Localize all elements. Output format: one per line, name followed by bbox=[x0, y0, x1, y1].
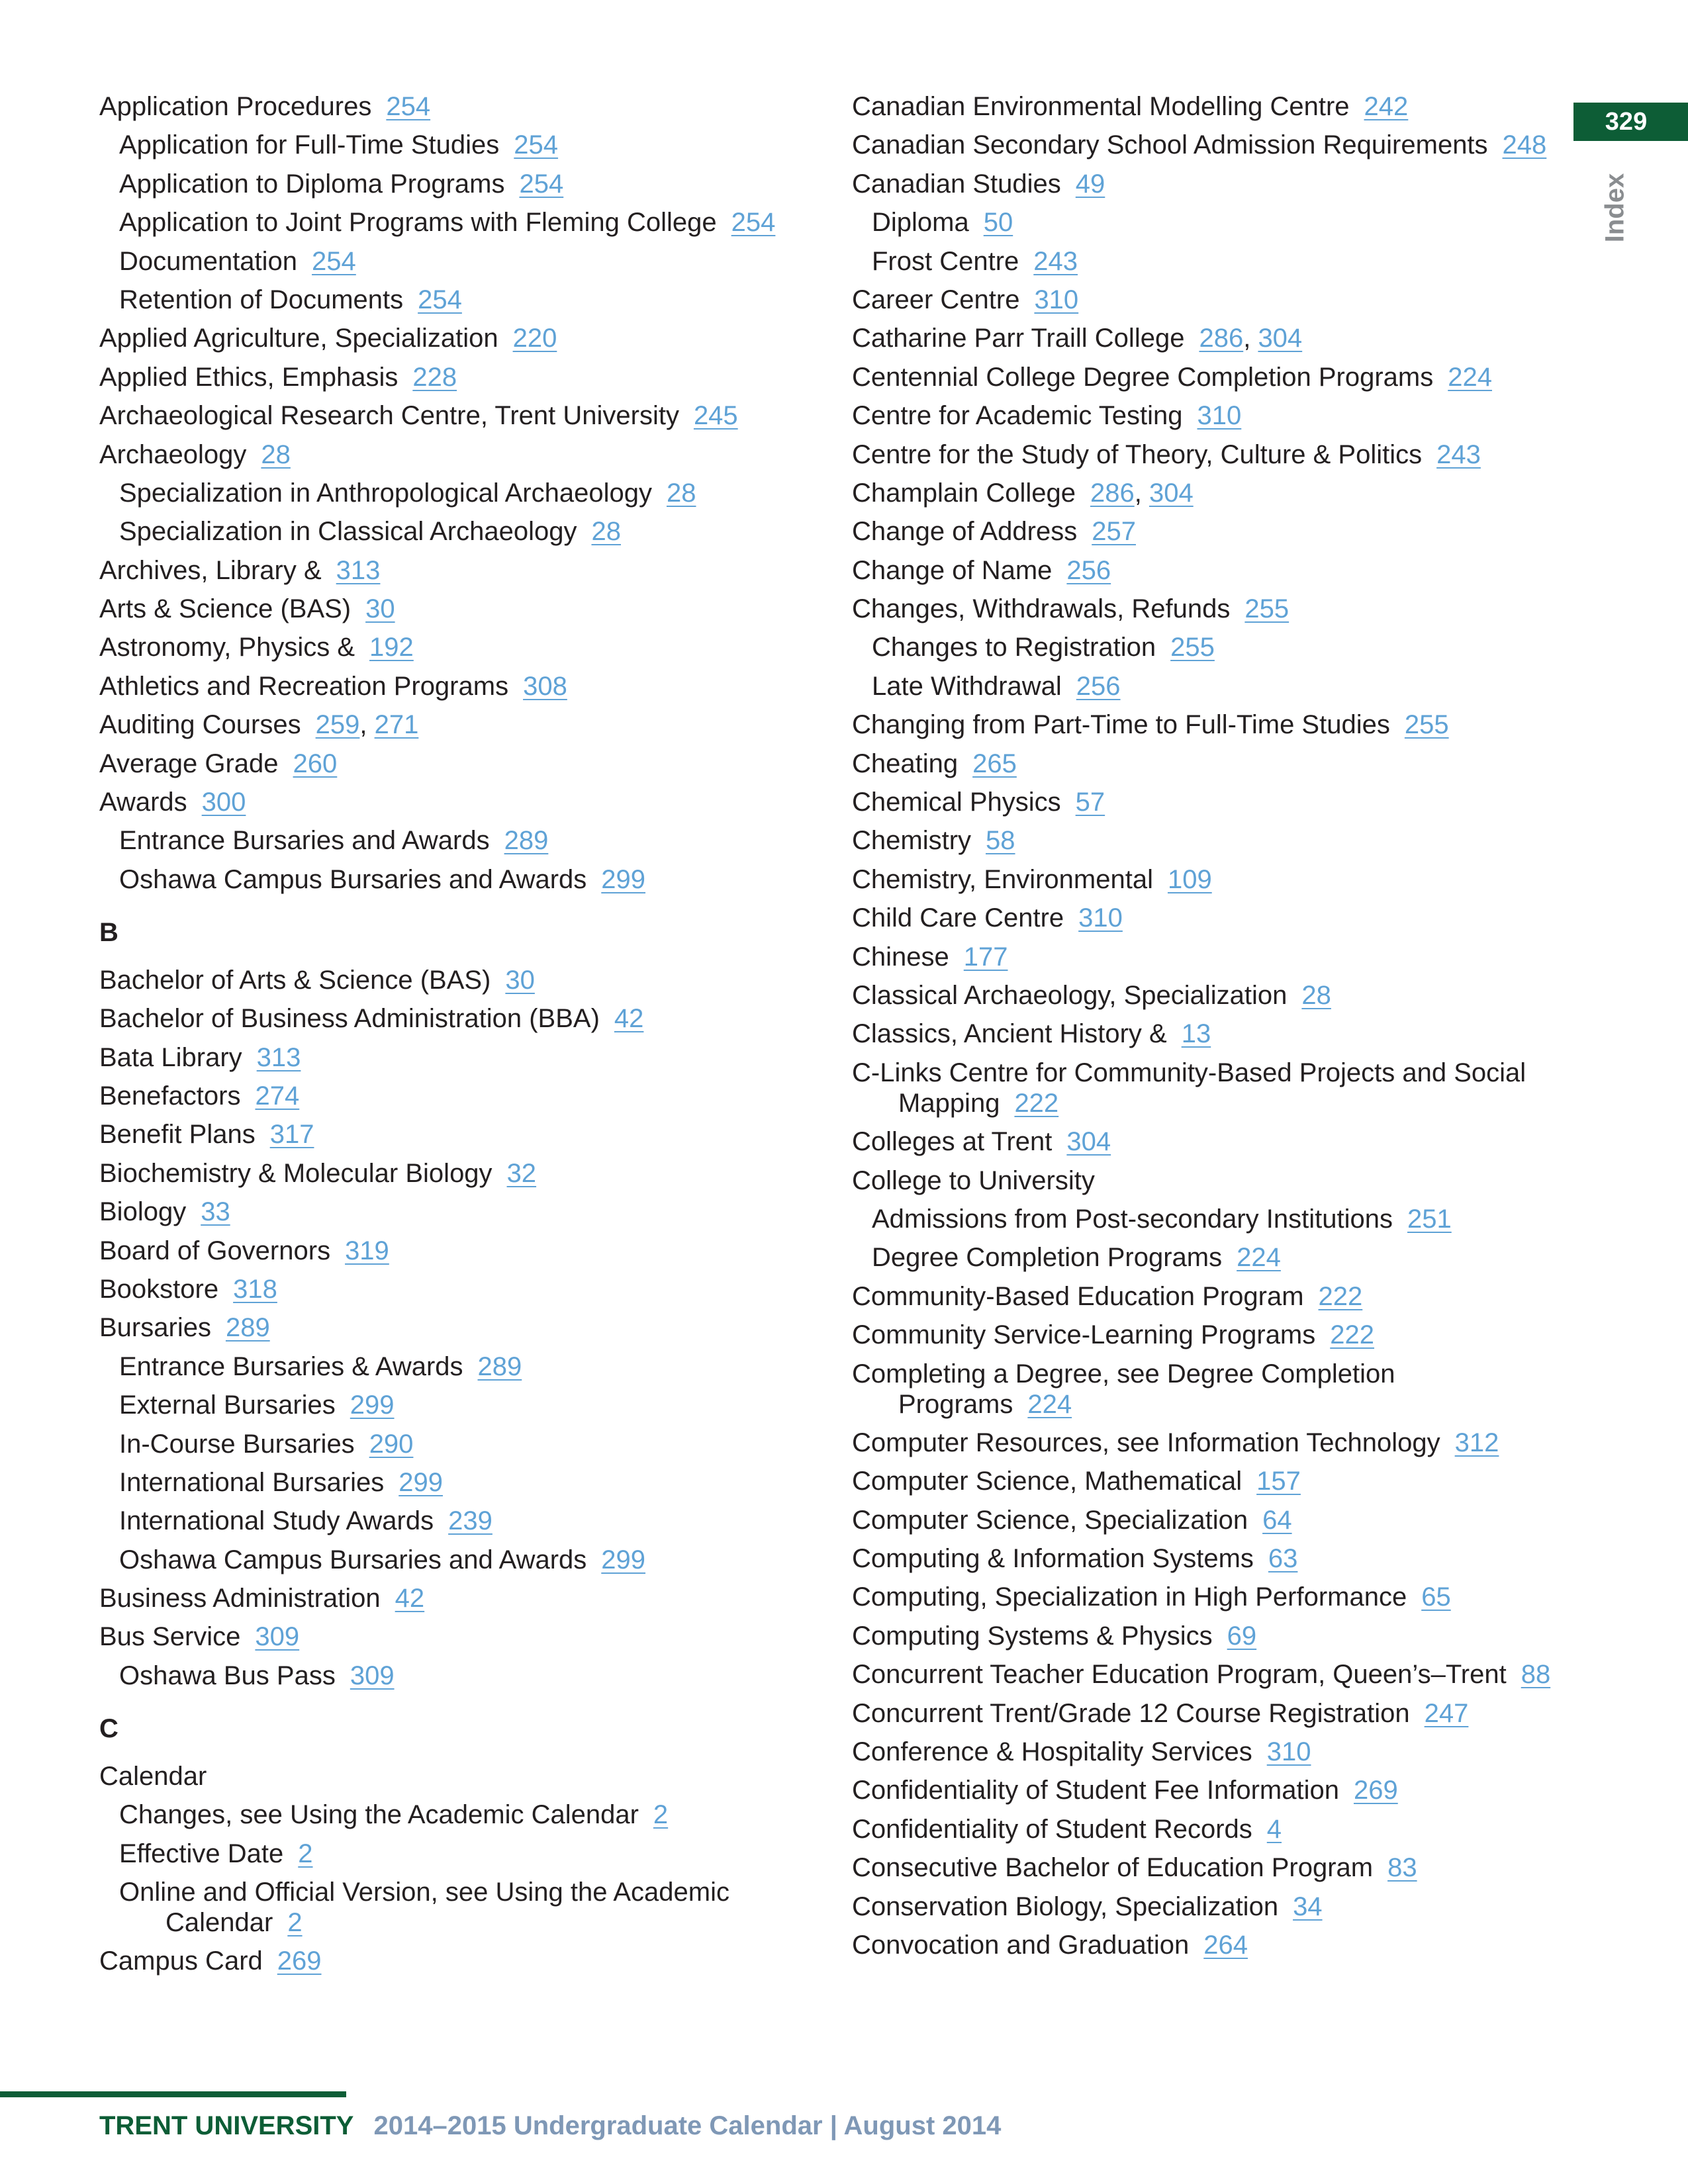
index-entry bbox=[852, 1505, 1554, 1535]
index-entry bbox=[852, 1930, 1554, 1960]
index-column-right bbox=[852, 91, 1554, 1968]
index-term: Computing Systems & Physics bbox=[852, 1621, 1213, 1651]
index-entry bbox=[852, 1737, 1554, 1767]
page-link[interactable]: 264 bbox=[1203, 1930, 1248, 1960]
index-entry bbox=[852, 323, 1554, 353]
index-group-c-continued bbox=[852, 91, 1554, 1960]
index-subentry bbox=[99, 1839, 821, 1869]
index-term: Average Grade bbox=[99, 749, 279, 778]
index-entry bbox=[99, 749, 821, 779]
index-term: Bookstore bbox=[99, 1274, 219, 1304]
index-entry bbox=[852, 942, 1554, 972]
page-link[interactable]: 254 bbox=[312, 246, 356, 276]
index-subentry bbox=[99, 1467, 821, 1498]
index-term: Change of Name bbox=[852, 555, 1053, 585]
index-term: Concurrent Teacher Education Program, Queen’s–Trent bbox=[852, 1660, 1507, 1690]
page-link[interactable]: 64 bbox=[1262, 1505, 1292, 1535]
index-entry bbox=[99, 1761, 821, 1792]
index-group-c bbox=[99, 1761, 821, 1977]
index-entry bbox=[852, 980, 1554, 1011]
index-subentry bbox=[99, 516, 821, 547]
index-term: Oshawa Campus Bursaries and Awards bbox=[119, 864, 587, 894]
index-entry bbox=[99, 555, 821, 586]
page-link[interactable]: 286 bbox=[1090, 478, 1135, 508]
page-link[interactable]: 255 bbox=[1170, 633, 1215, 662]
index-subentry bbox=[99, 285, 821, 315]
index-subentry bbox=[99, 1877, 821, 1938]
index-term: External Bursaries bbox=[119, 1390, 336, 1420]
page-link[interactable]: 254 bbox=[386, 92, 431, 121]
index-entry bbox=[852, 1058, 1554, 1118]
index-term: Confidentiality of Student Fee Information bbox=[852, 1776, 1339, 1805]
page-link[interactable]: 317 bbox=[269, 1120, 314, 1150]
index-term: Chemical Physics bbox=[852, 788, 1061, 817]
index-subentry bbox=[99, 478, 821, 508]
index-term: Archaeological Research Centre, Trent University bbox=[99, 401, 679, 431]
index-term: Computing, Specialization in High Performance bbox=[852, 1582, 1407, 1612]
page-link[interactable]: 13 bbox=[1181, 1019, 1211, 1049]
index-entry bbox=[852, 400, 1554, 431]
page-link[interactable]: 269 bbox=[1353, 1776, 1398, 1805]
index-term: Astronomy, Physics & bbox=[99, 633, 355, 662]
index-term: Arts & Science (BAS) bbox=[99, 594, 352, 624]
index-entry bbox=[99, 709, 821, 740]
index-term: Online and Official Version, see Using the Academic Calendar bbox=[119, 1878, 729, 1938]
index-entry bbox=[852, 1698, 1554, 1729]
page-link[interactable]: 34 bbox=[1293, 1891, 1323, 1921]
index-subentry bbox=[852, 1204, 1554, 1234]
page-link[interactable]: 310 bbox=[1197, 401, 1242, 431]
index-term: College to University bbox=[852, 1165, 1095, 1195]
index-term: Colleges at Trent bbox=[852, 1127, 1053, 1157]
page-link[interactable]: 299 bbox=[350, 1390, 395, 1420]
page-link[interactable]: 248 bbox=[1502, 130, 1547, 160]
page-link[interactable]: 242 bbox=[1364, 92, 1409, 121]
page-link[interactable]: 239 bbox=[448, 1506, 492, 1536]
index-entry bbox=[99, 1583, 821, 1614]
page-separator: , bbox=[1243, 324, 1258, 353]
page-link[interactable]: 310 bbox=[1266, 1737, 1311, 1767]
index-entry bbox=[99, 632, 821, 662]
index-entry bbox=[852, 1320, 1554, 1350]
index-term: Champlain College bbox=[852, 478, 1076, 508]
index-term: Chemistry, Environmental bbox=[852, 864, 1153, 894]
index-entry bbox=[852, 1814, 1554, 1844]
index-entry bbox=[99, 594, 821, 624]
page-link[interactable]: 224 bbox=[1237, 1243, 1281, 1273]
index-term: Documentation bbox=[119, 246, 298, 276]
index-term: Entrance Bursaries & Awards bbox=[119, 1351, 463, 1381]
page-link[interactable]: 50 bbox=[983, 208, 1013, 238]
index-entry bbox=[99, 1042, 821, 1073]
index-entry bbox=[99, 1312, 821, 1343]
index-term: Centennial College Degree Completion Programs bbox=[852, 362, 1434, 392]
page-link[interactable]: 300 bbox=[201, 788, 246, 817]
page-link[interactable]: 32 bbox=[506, 1158, 537, 1188]
page-link[interactable]: 28 bbox=[261, 439, 291, 469]
index-entry bbox=[852, 1019, 1554, 1049]
index-term: International Study Awards bbox=[119, 1506, 434, 1536]
page-link[interactable]: 255 bbox=[1244, 594, 1289, 624]
index-subentry bbox=[852, 207, 1554, 238]
index-entry bbox=[99, 1197, 821, 1227]
page-link[interactable]: 299 bbox=[601, 864, 646, 894]
page-link[interactable]: 69 bbox=[1227, 1621, 1257, 1651]
page-link[interactable]: 83 bbox=[1387, 1853, 1417, 1883]
index-entry bbox=[99, 787, 821, 817]
index-entry bbox=[99, 1119, 821, 1150]
index-term: In-Course Bursaries bbox=[119, 1429, 355, 1459]
page-link[interactable]: 310 bbox=[1034, 285, 1079, 314]
index-entry bbox=[852, 1428, 1554, 1458]
page-link[interactable]: 260 bbox=[293, 749, 338, 778]
index-term: Bursaries bbox=[99, 1313, 211, 1343]
index-term: Changes, see Using the Academic Calendar bbox=[119, 1800, 639, 1830]
index-entry bbox=[852, 1466, 1554, 1496]
page-link[interactable]: 259 bbox=[315, 710, 360, 740]
index-group-a bbox=[99, 91, 821, 895]
index-term: Specialization in Anthropological Archaeology bbox=[119, 478, 652, 508]
page-link[interactable]: 245 bbox=[693, 401, 738, 431]
index-term: Effective Date bbox=[119, 1839, 284, 1868]
index-entry bbox=[99, 439, 821, 470]
index-entry bbox=[99, 1081, 821, 1111]
index-subentry bbox=[99, 1661, 821, 1691]
index-term: Awards bbox=[99, 788, 187, 817]
index-entry bbox=[852, 130, 1554, 160]
page-link[interactable]: 255 bbox=[1404, 710, 1449, 740]
index-term: Consecutive Bachelor of Education Program bbox=[852, 1853, 1374, 1883]
index-subentry bbox=[99, 246, 821, 277]
index-entry bbox=[852, 1126, 1554, 1157]
index-subentry bbox=[99, 1545, 821, 1575]
index-entry bbox=[852, 1775, 1554, 1805]
index-subentry bbox=[852, 671, 1554, 702]
index-term: Cheating bbox=[852, 749, 959, 778]
index-term: C-Links Centre for Community-Based Projects and Social Mapping bbox=[852, 1058, 1526, 1118]
index-entry bbox=[852, 864, 1554, 895]
index-entry bbox=[852, 478, 1554, 508]
page-link[interactable]: 304 bbox=[1258, 324, 1303, 353]
index-term: Centre for the Study of Theory, Culture & Politics bbox=[852, 439, 1423, 469]
index-subentry bbox=[99, 1351, 821, 1382]
page-link[interactable]: 2 bbox=[653, 1800, 669, 1830]
index-term: Bus Service bbox=[99, 1622, 241, 1652]
page-link[interactable]: 254 bbox=[514, 130, 559, 160]
page-link[interactable]: 299 bbox=[399, 1467, 443, 1497]
page-link[interactable]: 88 bbox=[1521, 1660, 1551, 1690]
footer-subtitle: 2014–2015 Undergraduate Calendar | August 2014 bbox=[373, 2111, 1002, 2140]
index-term: Bachelor of Business Administration (BBA) bbox=[99, 1004, 600, 1034]
index-term: Calendar bbox=[99, 1761, 207, 1791]
index-term: Benefactors bbox=[99, 1081, 241, 1111]
index-term: Applied Ethics, Emphasis bbox=[99, 362, 399, 392]
index-term: Classics, Ancient History & bbox=[852, 1019, 1167, 1049]
page-link[interactable]: 228 bbox=[412, 362, 457, 392]
page-link[interactable]: 265 bbox=[972, 749, 1017, 778]
page-link[interactable]: 28 bbox=[666, 478, 696, 508]
index-term: Application to Joint Programs with Fleming College bbox=[119, 208, 717, 238]
index-term: Application to Diploma Programs bbox=[119, 169, 505, 199]
page-link[interactable]: 309 bbox=[350, 1661, 395, 1690]
page-link[interactable]: 304 bbox=[1066, 1127, 1111, 1157]
index-term: Chinese bbox=[852, 942, 949, 972]
index-term: Confidentiality of Student Records bbox=[852, 1814, 1252, 1844]
index-term: Conference & Hospitality Services bbox=[852, 1737, 1252, 1767]
index-term: Changes, Withdrawals, Refunds bbox=[852, 594, 1231, 624]
page-link[interactable]: 269 bbox=[277, 1946, 322, 1976]
page-link[interactable]: 313 bbox=[336, 555, 381, 585]
page-link[interactable]: 309 bbox=[255, 1622, 300, 1652]
index-subentry bbox=[99, 207, 821, 238]
index-entry bbox=[99, 1003, 821, 1034]
index-entry bbox=[852, 285, 1554, 315]
page-link[interactable]: 28 bbox=[1301, 980, 1331, 1010]
page-footer bbox=[99, 2111, 1001, 2141]
index-term: Specialization in Classical Archaeology bbox=[119, 517, 577, 547]
index-entry bbox=[99, 1946, 821, 1976]
index-subentry bbox=[852, 1242, 1554, 1273]
index-term: Computing & Information Systems bbox=[852, 1544, 1254, 1574]
page-link[interactable]: 318 bbox=[233, 1274, 277, 1304]
index-subentry bbox=[99, 169, 821, 199]
index-column-left bbox=[99, 91, 821, 1985]
index-term: Conservation Biology, Specialization bbox=[852, 1891, 1279, 1921]
page-link[interactable]: 290 bbox=[369, 1429, 414, 1459]
index-term: Change of Address bbox=[852, 517, 1078, 547]
page-link[interactable]: 247 bbox=[1424, 1698, 1469, 1728]
index-entry bbox=[852, 1852, 1554, 1883]
index-entry bbox=[852, 709, 1554, 740]
page-link[interactable]: 308 bbox=[523, 671, 567, 701]
index-subentry bbox=[99, 825, 821, 856]
index-entry bbox=[99, 1274, 821, 1304]
index-term: Completing a Degree, see Degree Completion Programs bbox=[852, 1359, 1395, 1419]
index-entry bbox=[852, 825, 1554, 856]
index-term: Entrance Bursaries and Awards bbox=[119, 826, 490, 856]
index-term: Career Centre bbox=[852, 285, 1020, 314]
page-link[interactable]: 256 bbox=[1076, 671, 1121, 701]
index-term: Child Care Centre bbox=[852, 903, 1064, 933]
index-entry bbox=[852, 1659, 1554, 1690]
index-term: Concurrent Trent/Grade 12 Course Registration bbox=[852, 1698, 1410, 1728]
index-term: Changing from Part-Time to Full-Time Studies bbox=[852, 710, 1390, 740]
page-link[interactable]: 28 bbox=[591, 517, 621, 547]
index-term: Bachelor of Arts & Science (BAS) bbox=[99, 965, 491, 995]
index-term: Application Procedures bbox=[99, 92, 372, 121]
page-link[interactable]: 57 bbox=[1075, 788, 1105, 817]
index-term: Diploma bbox=[872, 208, 969, 238]
index-term: Archaeology bbox=[99, 439, 247, 469]
index-entry bbox=[99, 400, 821, 431]
index-term: Biochemistry & Molecular Biology bbox=[99, 1158, 492, 1188]
index-entry bbox=[852, 439, 1554, 470]
page-link[interactable]: 42 bbox=[395, 1584, 425, 1614]
page-link[interactable]: 289 bbox=[504, 826, 549, 856]
index-term: Campus Card bbox=[99, 1946, 263, 1976]
index-entry bbox=[852, 91, 1554, 122]
index-subentry bbox=[99, 1799, 821, 1830]
page-link[interactable]: 274 bbox=[255, 1081, 300, 1111]
index-term: Changes to Registration bbox=[872, 633, 1156, 662]
page-link[interactable]: 319 bbox=[345, 1236, 389, 1265]
index-entry bbox=[852, 1359, 1554, 1420]
page-link[interactable]: 220 bbox=[512, 324, 557, 353]
index-term: Biology bbox=[99, 1197, 187, 1227]
index-entry bbox=[852, 362, 1554, 392]
index-entry bbox=[99, 91, 821, 122]
page-link[interactable]: 243 bbox=[1033, 246, 1078, 276]
index-entry bbox=[99, 1158, 821, 1189]
index-entry bbox=[852, 1891, 1554, 1922]
index-entry bbox=[99, 1621, 821, 1652]
page-link[interactable]: 224 bbox=[1448, 362, 1492, 392]
index-entry bbox=[852, 169, 1554, 199]
index-term: Oshawa Bus Pass bbox=[119, 1661, 336, 1690]
page-link[interactable]: 192 bbox=[369, 633, 414, 662]
page-link[interactable]: 304 bbox=[1149, 478, 1194, 508]
page-link[interactable]: 286 bbox=[1199, 324, 1244, 353]
page-link[interactable]: 49 bbox=[1075, 169, 1105, 199]
index-term: Bata Library bbox=[99, 1042, 242, 1072]
index-term: Benefit Plans bbox=[99, 1120, 256, 1150]
page-link[interactable]: 289 bbox=[477, 1351, 522, 1381]
index-term: Canadian Environmental Modelling Centre bbox=[852, 92, 1350, 121]
page-link[interactable]: 222 bbox=[1330, 1320, 1375, 1350]
page-link[interactable]: 4 bbox=[1266, 1814, 1282, 1844]
page-link[interactable]: 222 bbox=[1014, 1088, 1059, 1118]
page-link[interactable]: 254 bbox=[731, 208, 776, 238]
index-term: Convocation and Graduation bbox=[852, 1930, 1190, 1960]
index-entry bbox=[852, 594, 1554, 624]
footer-org: TRENT UNIVERSITY bbox=[99, 2111, 354, 2140]
page-link[interactable]: 224 bbox=[1027, 1389, 1072, 1419]
index-term: Computer Resources, see Information Technology bbox=[852, 1428, 1440, 1457]
index-entry bbox=[852, 1543, 1554, 1574]
index-term: Degree Completion Programs bbox=[872, 1243, 1223, 1273]
index-entry bbox=[99, 671, 821, 702]
index-entry bbox=[99, 965, 821, 995]
page-link[interactable]: 254 bbox=[418, 285, 462, 314]
index-term: Late Withdrawal bbox=[872, 671, 1062, 701]
index-entry bbox=[852, 1582, 1554, 1612]
index-term: Canadian Secondary School Admission Requirements bbox=[852, 130, 1488, 160]
index-term: Business Administration bbox=[99, 1584, 381, 1614]
index-term: Applied Agriculture, Specialization bbox=[99, 324, 498, 353]
index-term: Chemistry bbox=[852, 826, 972, 856]
page-link[interactable]: 256 bbox=[1066, 555, 1111, 585]
index-entry bbox=[852, 787, 1554, 817]
index-term: Computer Science, Mathematical bbox=[852, 1467, 1243, 1496]
index-term: Centre for Academic Testing bbox=[852, 401, 1183, 431]
index-entry bbox=[852, 1621, 1554, 1651]
page-link[interactable]: 30 bbox=[505, 965, 535, 995]
page-separator: , bbox=[359, 710, 375, 740]
section-label: Index bbox=[1600, 173, 1630, 243]
index-entry bbox=[852, 516, 1554, 547]
page-link[interactable]: 33 bbox=[201, 1197, 230, 1227]
index-term: Admissions from Post-secondary Institutions bbox=[872, 1204, 1393, 1234]
index-entry bbox=[852, 1165, 1554, 1196]
index-entry bbox=[99, 362, 821, 392]
page-link[interactable]: 243 bbox=[1436, 439, 1481, 469]
index-term: Application for Full-Time Studies bbox=[119, 130, 500, 160]
page-link[interactable]: 58 bbox=[986, 826, 1015, 856]
index-subentry bbox=[852, 632, 1554, 662]
page-link[interactable]: 312 bbox=[1454, 1428, 1499, 1457]
index-entry bbox=[852, 749, 1554, 779]
page-link[interactable]: 310 bbox=[1078, 903, 1123, 933]
index-term: Oshawa Campus Bursaries and Awards bbox=[119, 1545, 587, 1574]
page-link[interactable]: 271 bbox=[374, 710, 419, 740]
page-link[interactable]: 42 bbox=[614, 1004, 644, 1034]
page-link[interactable]: 177 bbox=[963, 942, 1008, 972]
index-term: Classical Archaeology, Specialization bbox=[852, 980, 1288, 1010]
index-subentry bbox=[99, 864, 821, 895]
index-subentry bbox=[99, 130, 821, 160]
index-subentry bbox=[99, 1429, 821, 1459]
page-number-tab: 329 bbox=[1573, 103, 1688, 141]
page-link[interactable]: 254 bbox=[519, 169, 564, 199]
index-subentry bbox=[99, 1390, 821, 1420]
page-link[interactable]: 2 bbox=[298, 1839, 313, 1868]
page-link[interactable]: 63 bbox=[1268, 1544, 1298, 1574]
page-link[interactable]: 289 bbox=[225, 1313, 270, 1343]
index-term: Catharine Parr Traill College bbox=[852, 324, 1185, 353]
index-term: Athletics and Recreation Programs bbox=[99, 671, 509, 701]
footer-rule bbox=[0, 2091, 346, 2097]
index-entry bbox=[852, 1281, 1554, 1312]
index-entry bbox=[852, 903, 1554, 933]
index-entry bbox=[99, 1236, 821, 1266]
page-link[interactable]: 299 bbox=[601, 1545, 646, 1574]
page-link[interactable]: 65 bbox=[1421, 1582, 1451, 1612]
index-term: Community-Based Education Program bbox=[852, 1281, 1304, 1311]
index-term: Board of Governors bbox=[99, 1236, 331, 1265]
index-term: Archives, Library & bbox=[99, 555, 322, 585]
index-term: Retention of Documents bbox=[119, 285, 404, 314]
index-term: Community Service-Learning Programs bbox=[852, 1320, 1316, 1350]
page-link[interactable]: 157 bbox=[1256, 1467, 1301, 1496]
page-link[interactable]: 2 bbox=[287, 1908, 303, 1938]
page-link[interactable]: 251 bbox=[1407, 1204, 1452, 1234]
index-subentry bbox=[852, 246, 1554, 277]
letter-heading-c: C bbox=[99, 1713, 118, 1743]
index-term: Canadian Studies bbox=[852, 169, 1061, 199]
index-term: Auditing Courses bbox=[99, 710, 301, 740]
index-entry bbox=[99, 323, 821, 353]
page-link[interactable]: 257 bbox=[1092, 517, 1136, 547]
page-separator: , bbox=[1134, 478, 1149, 508]
page-link[interactable]: 109 bbox=[1167, 864, 1212, 894]
index-term: International Bursaries bbox=[119, 1467, 385, 1497]
index-entry bbox=[852, 555, 1554, 586]
index-term: Computer Science, Specialization bbox=[852, 1505, 1248, 1535]
index-term: Frost Centre bbox=[872, 246, 1019, 276]
letter-heading-b: B bbox=[99, 917, 118, 947]
page-link[interactable]: 30 bbox=[365, 594, 395, 624]
index-subentry bbox=[99, 1506, 821, 1536]
index-group-b bbox=[99, 965, 821, 1691]
page-link[interactable]: 222 bbox=[1318, 1281, 1363, 1311]
page-link[interactable]: 313 bbox=[256, 1042, 301, 1072]
